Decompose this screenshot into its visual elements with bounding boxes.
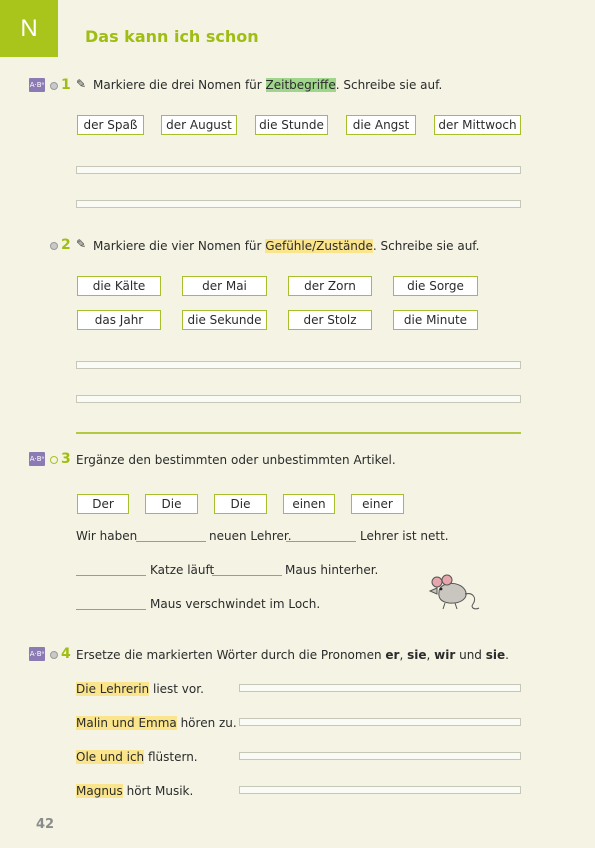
section-divider [76, 432, 521, 434]
highlight-marker: Die Lehrerin [76, 682, 150, 696]
word-card[interactable]: der Mai [182, 276, 267, 296]
sentence-text: Lehrer ist nett. [360, 529, 449, 543]
highlight-marker: Malin und Emma [76, 716, 177, 730]
fill-blank[interactable] [212, 575, 282, 576]
difficulty-dot [50, 651, 58, 659]
article-card[interactable]: Die [145, 494, 198, 514]
pen-icon: ✎ [76, 77, 87, 91]
word-card[interactable]: der Mittwoch [434, 115, 521, 135]
word-card[interactable]: der Zorn [288, 276, 372, 296]
word-card[interactable]: die Sekunde [182, 310, 267, 330]
task-number: 4 [61, 646, 71, 662]
task-number: 2 [61, 237, 71, 253]
fill-blank[interactable] [76, 609, 146, 610]
word-card[interactable]: die Sorge [393, 276, 478, 296]
word-card[interactable]: der August [161, 115, 237, 135]
word-card[interactable]: die Kälte [77, 276, 161, 296]
sentence-text: Katze läuft [150, 563, 215, 577]
answer-line[interactable] [76, 361, 521, 369]
difficulty-dot [50, 456, 58, 464]
article-card[interactable]: Die [214, 494, 267, 514]
difficulty-dot [50, 82, 58, 90]
answer-line[interactable] [76, 200, 521, 208]
word-card[interactable]: die Angst [346, 115, 416, 135]
fill-blank[interactable] [136, 541, 206, 542]
word-card[interactable]: das Jahr [77, 310, 161, 330]
answer-line[interactable] [239, 718, 521, 726]
mouse-illustration [425, 572, 481, 612]
answer-line[interactable] [239, 786, 521, 794]
highlight-marker: Gefühle/Zustände [265, 239, 373, 253]
sentence-text: Die Lehrerin liest vor. [76, 682, 204, 696]
answer-line[interactable] [76, 166, 521, 174]
task-number: 1 [61, 77, 71, 93]
task-instruction: Markiere die vier Nomen für Gefühle/Zustände. Schreibe sie auf. [93, 239, 480, 253]
task-instruction: Ergänze den bestimmten oder unbestimmten Artikel. [76, 453, 396, 467]
answer-line[interactable] [239, 752, 521, 760]
page-title: Das kann ich schon [85, 27, 259, 46]
task-instruction: Ersetze die markierten Wörter durch die Pronomen er, sie, wir und sie. [76, 648, 509, 662]
highlight-marker: Ole und ich [76, 750, 145, 764]
highlight-marker: Zeitbegriffe [265, 78, 336, 92]
article-card[interactable]: einer [351, 494, 404, 514]
chapter-badge: N [0, 0, 58, 57]
difficulty-dot [50, 242, 58, 250]
answer-line[interactable] [239, 684, 521, 692]
word-card[interactable]: die Minute [393, 310, 478, 330]
article-card[interactable]: Der [77, 494, 129, 514]
pen-icon: ✎ [76, 237, 87, 251]
sentence-text: Wir haben [76, 529, 138, 543]
sentence-text: Malin und Emma hören zu. [76, 716, 237, 730]
word-card[interactable]: die Stunde [255, 115, 328, 135]
sentence-text: Ole und ich flüstern. [76, 750, 198, 764]
task-instruction: Markiere die drei Nomen für Zeitbegriffe. Schreibe sie auf. [93, 78, 443, 92]
highlight-marker: Magnus [76, 784, 123, 798]
word-card[interactable]: der Spaß [77, 115, 144, 135]
task-number: 3 [61, 451, 71, 467]
abc-icon: A·Bᵃ [29, 78, 45, 92]
sentence-text: Magnus hört Musik. [76, 784, 194, 798]
page-number: 42 [36, 817, 55, 832]
fill-blank[interactable] [286, 541, 356, 542]
abc-icon: A·Bᵃ [29, 452, 45, 466]
sentence-text: Maus hinterher. [285, 563, 379, 577]
article-card[interactable]: einen [283, 494, 335, 514]
fill-blank[interactable] [76, 575, 146, 576]
sentence-text: neuen Lehrer. [209, 529, 292, 543]
abc-icon: A·Bᵃ [29, 647, 45, 661]
sentence-text: Maus verschwindet im Loch. [150, 597, 321, 611]
answer-line[interactable] [76, 395, 521, 403]
word-card[interactable]: der Stolz [288, 310, 372, 330]
